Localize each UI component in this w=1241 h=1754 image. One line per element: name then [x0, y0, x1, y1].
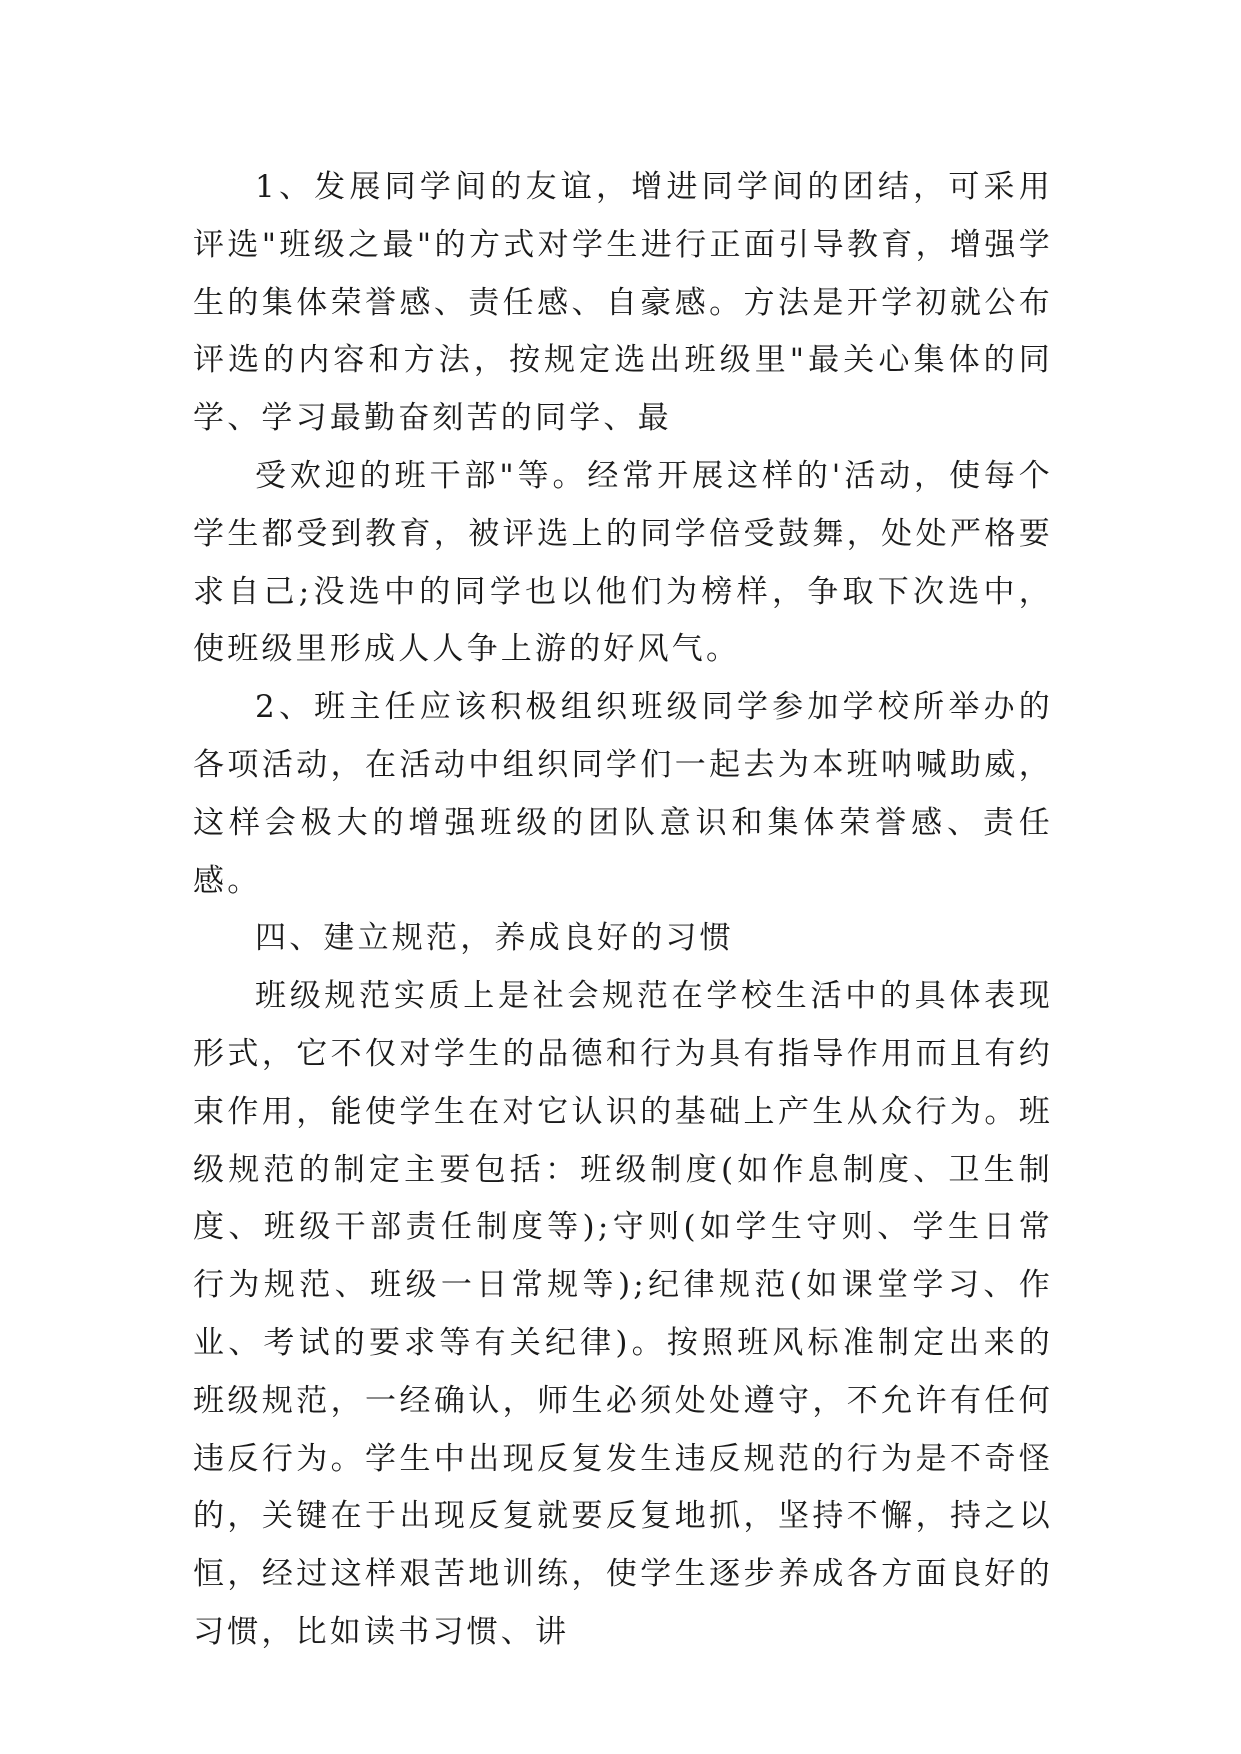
paragraph-3: 2、班主任应该积极组织班级同学参加学校所举办的各项活动，在活动中组织同学们一起去为本班呐喊助威，这样会极大的增强班级的团队意识和集体荣誉感、责任感。 [193, 689, 1053, 899]
paragraph-4: 班级规范实质上是社会规范在学校生活中的具体表现形式，它不仅对学生的品德和行为具有指导作用而且有约束作用，能使学生在对它认识的基础上产生从众行为。班级规范的制定主要包括：班级制度(如作息制度、卫生制度、班级干部责任制度等);守则(如学生守则、学生日常行为规范、班级一日常规等);纪律规范(如课堂学习、作业、考试的要求等有关纪律)。按照班风标准制定出来的班级规范，一经确认，师生必须处处遵守，不允许有任何违反行为。学生中出现反复发生违反规范的行为是不奇怪的，关键在于出现反复就要反复地抓，坚持不懈，持之以恒，经过这样艰苦地训练，使学生逐步养成各方面良好的习惯，比如读书习惯、讲 [193, 978, 1053, 1650]
paragraph-2: 受欢迎的班干部"等。经常开展这样的'活动，使每个学生都受到教育，被评选上的同学倍受鼓舞，处处严格要求自己;没选中的同学也以他们为榜样，争取下次选中，使班级里形成人人争上游的好风气。 [193, 457, 1053, 668]
section-heading: 四、建立规范，养成良好的习惯 [255, 920, 734, 957]
document-body [193, 159, 1053, 1662]
paragraph-1: 1、发展同学间的友谊，增进同学间的团结，可采用评选"班级之最"的方式对学生进行正面引导教育，增强学生的集体荣誉感、责任感、自豪感。方法是开学初就公布评选的内容和方法，按规定选出班级里"最关心集体的同学、学习最勤奋刻苦的同学、最 [193, 169, 1053, 437]
